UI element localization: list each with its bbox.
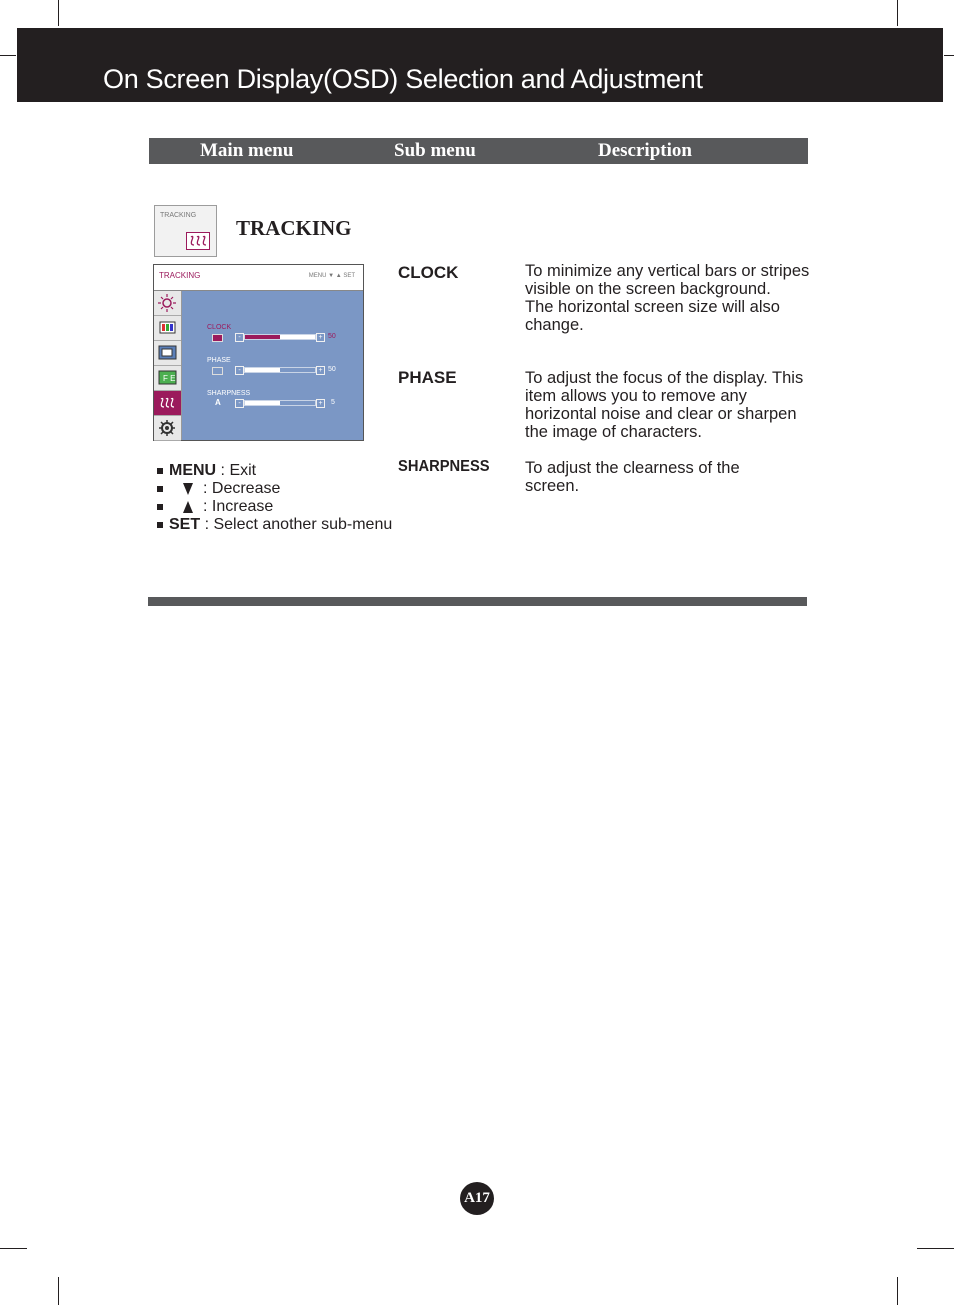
osd-sharpness-label: SHARPNESS [207,390,251,397]
sub-menu-phase: PHASE [398,368,457,387]
menu-key-text: : Exit [216,462,257,479]
osd-clock-label: CLOCK [207,324,232,331]
legend-increase [157,498,392,516]
color-icon [154,316,181,341]
sharpness-icon: A [215,398,221,407]
menu-key: MENU [169,462,217,479]
legend-menu [157,462,392,480]
column-sub-menu: Sub menu [394,140,476,161]
header-bar [17,28,943,102]
tracking-icon-label: TRACKING [160,212,197,219]
phase-slider-fill [245,368,280,372]
bullet-icon [157,522,163,528]
crop-mark [897,1277,898,1305]
osd-title: TRACKING [159,271,201,280]
set-key: SET [169,516,201,533]
phase-description: To adjust the focus of the display. This item allows you to remove any horizontal noise and clear or sharpen the image of characters. [525,369,804,441]
minus-icon: - [235,366,244,375]
increase-text: : Increase [203,498,274,515]
minus-icon: - [235,399,244,408]
clock-slider[interactable] [244,334,316,340]
column-description: Description [598,140,692,161]
crop-mark [0,1248,27,1249]
clock-description-line-1: To minimize any vertical bars or stripes visible on the screen background. [525,262,810,298]
osd-sidebar [154,291,182,440]
waveform-icon [186,232,210,250]
crop-mark [58,1277,59,1305]
crop-mark [917,1248,954,1249]
sharpness-description: To adjust the clearness of the screen. [525,459,740,495]
decrease-text: : Decrease [203,480,281,497]
page-title: On Screen Display(OSD) Selection and Adjustment [103,64,703,94]
clock-value: 50 [328,333,336,340]
tracking-menu-icon [154,205,217,257]
plus-icon: + [316,333,325,342]
minus-icon: - [235,333,244,342]
osd-phase-label: PHASE [207,357,231,364]
clock-icon [212,334,223,342]
clock-description [525,262,810,334]
phase-icon [212,367,223,375]
sharpness-slider[interactable] [244,400,316,406]
crop-mark [58,0,59,26]
column-header [149,138,808,164]
sub-menu-clock: CLOCK [398,263,459,282]
svg-text:F E: F E [163,374,176,383]
clock-description-line-2: The horizontal screen size will also change. [525,298,780,334]
legend-decrease [157,480,392,498]
phase-value: 50 [328,366,336,373]
osd-window [153,264,364,441]
language-icon [154,366,181,391]
bullet-icon [157,468,163,474]
down-arrow-icon [183,483,193,495]
main-menu-title: TRACKING [236,216,352,240]
picture-icon [154,341,181,366]
up-arrow-icon [183,501,193,513]
bullet-icon [157,504,163,510]
phase-slider[interactable] [244,367,316,373]
crop-mark [897,0,898,26]
key-legend [157,462,392,534]
setup-gear-icon [154,416,181,441]
page-number: A17 [460,1182,494,1215]
tracking-icon [154,391,181,416]
osd-title-bar [154,265,363,291]
clock-slider-fill [245,335,280,339]
plus-icon: + [316,366,325,375]
sharpness-slider-fill [245,401,280,405]
crop-mark [944,55,954,56]
osd-key-hints: MENU ▼ ▲ SET [308,273,355,279]
legend-set [157,516,392,534]
crop-mark [0,55,16,56]
set-key-text: : Select another sub-menu [200,516,393,533]
brightness-icon [154,291,181,316]
bullet-icon [157,486,163,492]
sharpness-value: 5 [331,399,335,406]
plus-icon: + [316,399,325,408]
osd-panel [182,291,363,440]
column-main-menu: Main menu [200,140,294,161]
sub-menu-sharpness: SHARPNESS [398,458,490,475]
section-divider [148,597,807,606]
